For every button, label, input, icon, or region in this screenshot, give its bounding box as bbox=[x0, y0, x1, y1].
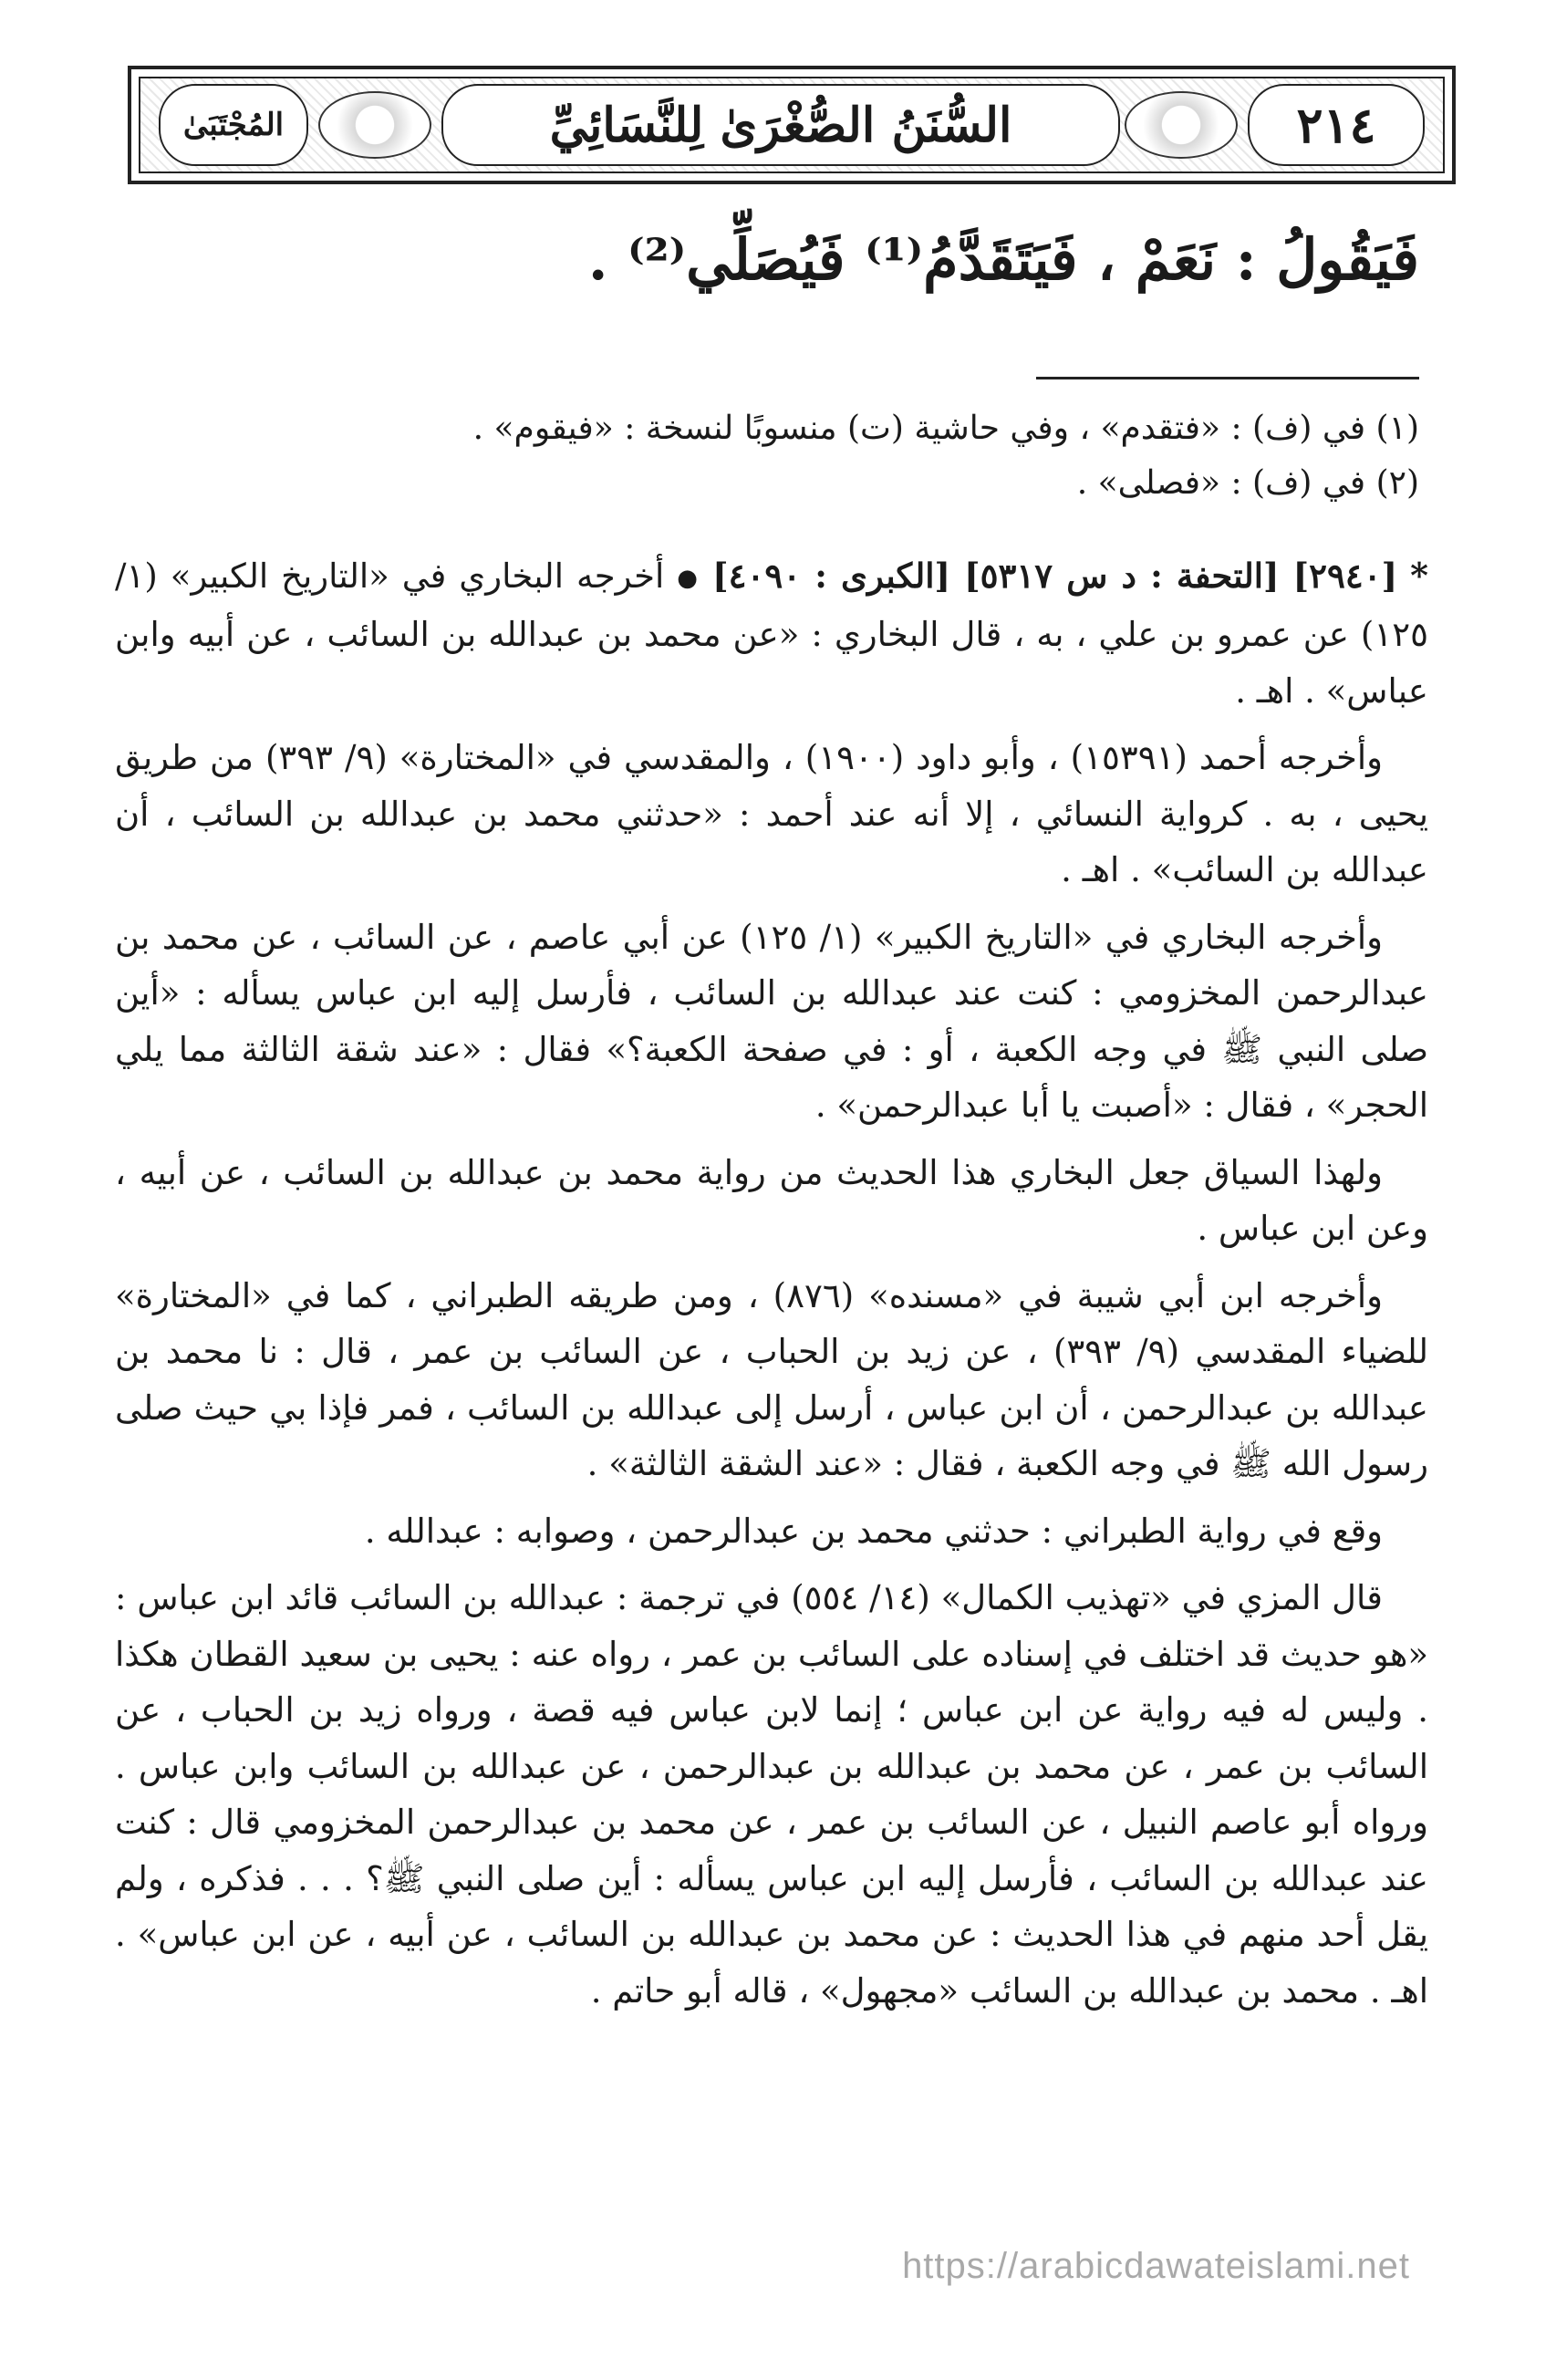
watermark-url: https://arabicdawateislami.net bbox=[902, 2246, 1410, 2286]
star-marker: * bbox=[1410, 555, 1429, 596]
takhrij-section bbox=[115, 547, 1428, 2030]
footnote-1: (١) في (ف) : «فتقدم» ، وفي حاشية (ت) منسوبًا لنسخة : «فيقوم» . bbox=[472, 410, 1419, 447]
hadith-references: [٢٩٤٠] [التحفة : د س ٥٣١٧] [الكبرى : ٤٠٩٠] bbox=[712, 556, 1398, 596]
ornament-knot-icon bbox=[1125, 91, 1238, 159]
series-cartouche bbox=[159, 84, 308, 166]
page-header bbox=[128, 66, 1456, 184]
series-label: المُجْتَبَىٰ bbox=[182, 107, 285, 143]
takhrij-paragraph: وأخرجه البخاري في «التاريخ الكبير» (١/ ١٢٥) عن أبي عاصم ، عن السائب ، عن محمد بن عبدالرحمن المخزومي : كنت عند عبدالله بن السائب ، فأرسل إليه ابن عباس يسأله : «أين صلى النبي ﷺ في وجه الكعبة ، أو : في صفحة الكعبة؟» فقال : «عند شقة الثالثة مما يلي الحجر» ، فقال : «أصبت يا أبا عبدالرحمن» . bbox=[115, 917, 1428, 1126]
footnote-2: (٢) في (ف) : «فصلى» . bbox=[1076, 464, 1419, 502]
takhrij-paragraph: وأخرجه ابن أبي شيبة في «مسنده» (٨٧٦) ، ومن طريقه الطبراني ، كما في «المختارة» للضياء المقدسي (٩/ ٣٩٣) ، عن زيد بن الحباب ، عن السائب بن عمر ، قال : نا محمد بن عبدالله بن عبدالرحمن ، أن ابن عباس ، أرسل إلى عبدالله بن السائب ، فمر فإذا بي حيث صلى رسول الله ﷺ في وجه الكعبة ، فقال : «عند الشقة الثالثة» . bbox=[115, 1275, 1428, 1484]
takhrij-text: أخرجه البخاري في «التاريخ الكبير» (١/ ١٢٥) عن عمرو بن علي ، به ، قال البخاري : «عن محمد بن عبدالله بن السائب ، عن أبيه وابن عباس» . اهـ . bbox=[115, 556, 1428, 711]
takhrij-paragraph: وقع في رواية الطبراني : حدثني محمد بن عبدالرحمن ، وصوابه : عبدالله . bbox=[364, 1511, 1383, 1551]
takhrij-paragraph: قال المزي في «تهذيب الكمال» (١٤/ ٥٥٤) في ترجمة : عبدالله بن السائب قائد ابن عباس : «هو حديث قد اختلف في إسناده على السائب بن عمر ، رواه عنه : يحيى بن سعيد القطان هكذا . وليس له فيه رواية عن ابن عباس ؛ إنما لابن عباس فيه قصة ، ورواه زيد بن الحباب ، عن السائب بن عمر ، عن محمد بن عبدالله بن عبدالرحمن ، عن عبدالله بن السائب وابن عباس . ورواه أبو عاصم النبيل ، عن السائب بن عمر ، عن محمد بن عبدالرحمن المخزومي قال : كنت عند عبدالله بن السائب ، فأرسل إليه ابن عباس يسأله : أين صلى النبي ﷺ؟ . . . فذكره ، ولم يقل أحد منهم في هذا الحديث : عن محمد بن عبدالله بن السائب ، عن أبيه ، عن ابن عباس» . اهـ . محمد بن عبدالله بن السائب «مجهول» ، قاله أبو حاتم . bbox=[115, 1578, 1428, 2011]
takhrij-paragraph: ولهذا السياق جعل البخاري هذا الحديث من رواية محمد بن عبدالله بن السائب ، عن أبيه ، وعن ابن عباس . bbox=[115, 1152, 1428, 1249]
bullet-icon: ● bbox=[677, 564, 700, 592]
footnotes bbox=[142, 401, 1419, 511]
title-cartouche bbox=[441, 84, 1120, 166]
header-ornament bbox=[139, 77, 1445, 173]
page-number: ٢١٤ bbox=[1296, 96, 1376, 154]
footnote-separator bbox=[1036, 377, 1419, 379]
takhrij-paragraph bbox=[115, 547, 1428, 719]
takhrij-paragraph: وأخرجه أحمد (١٥٣٩١) ، وأبو داود (١٩٠٠) ، والمقدسي في «المختارة» (٩/ ٣٩٣) من طريق يحيى ، به . كرواية النسائي ، إلا أنه عند أحمد : «حدثني محمد بن عبدالله بن السائب ، أن عبدالله بن السائب» . اهـ . bbox=[115, 738, 1428, 890]
book-title: السُّنَنُ الصُّغْرَىٰ لِلنَّسَائِيِّ bbox=[549, 97, 1012, 153]
ornament-knot-icon bbox=[318, 91, 431, 159]
hadith-text: فَيَقُولُ : نَعَمْ ، فَيَتَقَدَّمُ⁽¹⁾ فَيُصَلِّي⁽²⁾ . bbox=[587, 226, 1419, 293]
page-number-cartouche bbox=[1248, 84, 1425, 166]
